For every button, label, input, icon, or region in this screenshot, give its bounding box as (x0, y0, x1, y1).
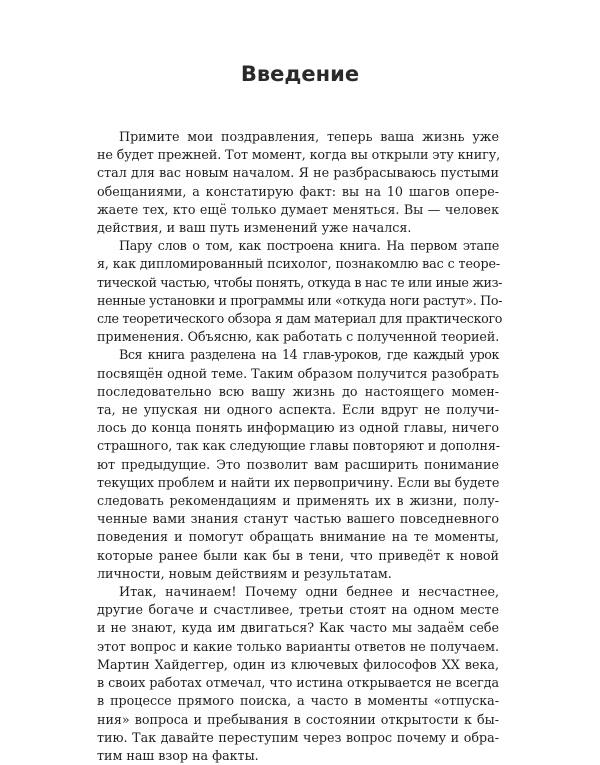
text-line: тической частью, чтобы понять, откуда в нас те или иные жиз- (97, 274, 503, 290)
body-text (97, 128, 503, 765)
text-line: обещаниями, а констатирую факт: вы на 10 шагов опере- (97, 183, 499, 199)
text-line: та, не упуская ни одного аспекта. Если вдруг не получи- (97, 402, 499, 418)
text-line: лось до конца понять информацию из одной главы, ничего (97, 420, 499, 436)
paragraph (97, 583, 499, 765)
text-line: посвящён одной теме. Таким образом получится разобрать (97, 365, 500, 381)
text-line: применения. Объясню, как работать с полученной теорией. (97, 329, 500, 345)
text-line: в процессе прямого поиска, а часто в моменты «отпуска- (97, 693, 499, 709)
text-line: тию. Так давайте переступим через вопрос почему и обра- (97, 729, 499, 745)
text-line: поведения и помогут обращать внимание на те моменты, (97, 529, 499, 545)
text-line: действия, и ваш путь изменений уже начался. (97, 220, 412, 236)
text-line: я, как дипломированный психолог, познакомлю вас с теоре- (97, 256, 501, 272)
text-line: Итак, начинаем! Почему одни беднее и несчастнее, (119, 584, 499, 600)
paragraph (97, 128, 499, 237)
text-line: ния» вопроса и пребывания в состоянии открытости к бы- (97, 711, 499, 727)
text-line: которые ранее были как бы в тени, что приведёт к новой (97, 547, 499, 563)
text-line: этот вопрос и какие только варианты ответов не получаем. (97, 638, 499, 654)
text-line: страшного, так как следующие главы повторяют и дополня- (97, 438, 500, 454)
text-line: Примите мои поздравления, теперь ваша жизнь уже (119, 129, 499, 144)
text-line: личности, новым действиям и результатам. (97, 565, 392, 581)
text-line: следовать рекомендациям и применять их в жизни, полу- (97, 493, 499, 509)
text-line: ченные вами знания станут частью вашего повседневного (97, 511, 499, 527)
text-line: и не знают, куда им двигаться? Как часто мы задаём себе (97, 620, 499, 636)
text-line: тим наш взор на факты. (97, 747, 259, 763)
text-line: в своих работах отмечал, что истина открывается не всегда (97, 675, 499, 691)
text-line: сле теоретического обзора я дам материал для практического (97, 311, 503, 327)
text-line: ют предыдущие. Это позволит вам расширить понимание (97, 456, 499, 472)
text-line: текущих проблем и найти их первопричину. Если вы будете (97, 474, 500, 490)
text-line: не будет прежней. Тот момент, когда вы открыли эту книгу, (97, 147, 501, 163)
text-line: ненные установки и программы или «откуда ноги растут». По- (97, 292, 503, 308)
chapter-title: Введение (240, 62, 360, 86)
text-line: стал для вас новым началом. Я не разбрасываюсь пустыми (97, 165, 499, 181)
text-line: другие богаче и счастливее, третьи стоят на одном месте (97, 602, 499, 618)
text-line: Пару слов о том, как построена книга. На первом этапе (119, 238, 499, 254)
text-line: Вся книга разделена на 14 глав-уроков, где каждый урок (119, 347, 499, 363)
text-line: Мартин Хайдеггер, один из ключевых философов XX века, (97, 656, 499, 672)
paragraph (97, 346, 499, 583)
paragraph (97, 237, 503, 346)
text-line: последовательно всю вашу жизнь до настоящего момен- (97, 383, 499, 399)
text-line: жаете тех, кто ещё только думает меняться. Вы — человек (97, 201, 499, 217)
